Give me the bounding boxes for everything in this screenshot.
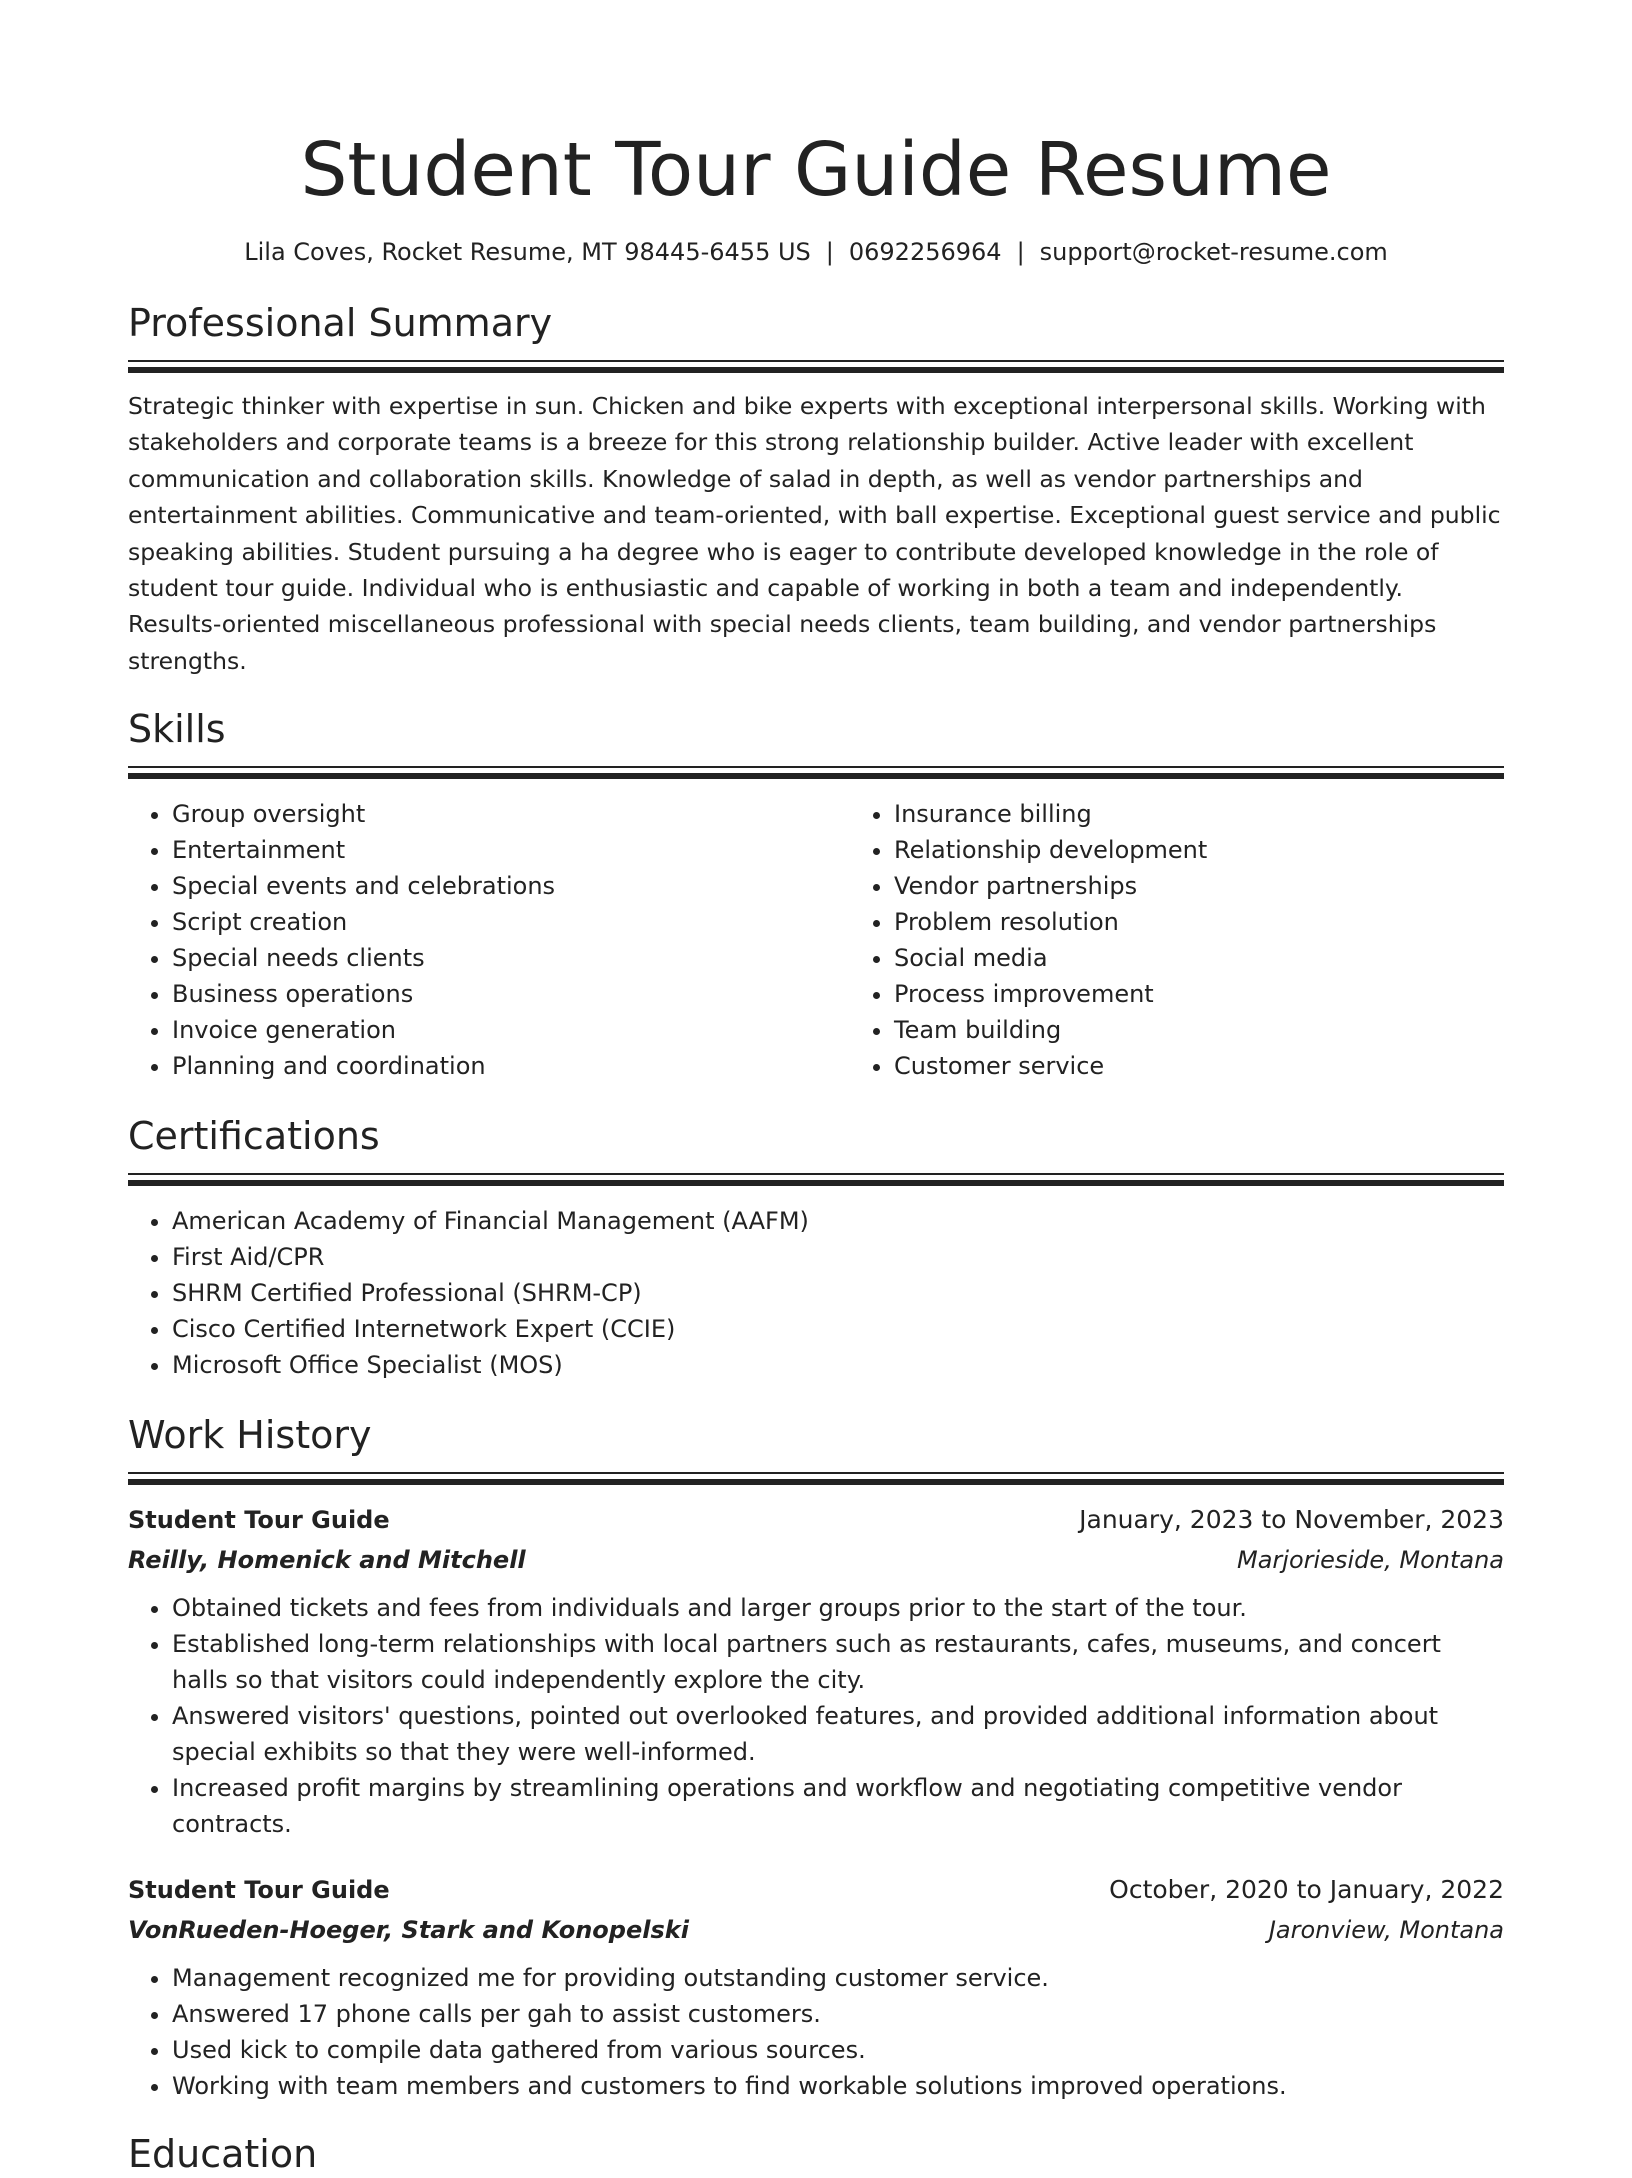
job-company: Reilly, Homenick and Mitchell [128,1546,526,1575]
list-item: • Group oversight [172,796,850,832]
resume-title: Student Tour Guide Resume [300,127,1332,213]
section-divider [128,1173,1504,1187]
contact-email[interactable]: support@rocket-resume.com [1039,238,1388,266]
list-item: • Insurance billing [894,796,1207,832]
section-divider [128,360,1504,374]
contact-address: Lila Coves, Rocket Resume, MT 98445-6455 US [244,238,811,266]
job-company: VonRueden-Hoeger, Stark and Konopelski [128,1916,689,1945]
list-item: • Problem resolution [894,904,1207,940]
job-bullets [128,1960,1504,2104]
education-section [128,2130,1504,2178]
list-item: • First Aid/CPR [172,1239,1504,1275]
summary-section [128,299,1504,679]
contact-separator: | [1016,238,1025,266]
list-item: • SHRM Certified Professional (SHRM-CP) [172,1275,1504,1311]
list-item: • Team building [894,1012,1207,1048]
job-header [128,1870,1504,1910]
contact-separator: | [825,238,834,266]
job-dates: January, 2023 to November, 2023 [1079,1505,1504,1535]
job-entry [128,1500,1504,1842]
list-item: • Process improvement [894,976,1207,1012]
section-heading-skills: Skills [128,707,226,752]
list-item: • Vendor partnerships [894,868,1207,904]
job-title: Student Tour Guide [128,1876,390,1905]
list-item: • Cisco Certified Internetwork Expert (CCIE) [172,1311,1504,1347]
list-item: • Customer service [894,1048,1207,1084]
skills-list-left [128,796,850,1084]
job-subheader [128,1540,1504,1580]
certifications-section [128,1112,1504,1383]
contact-phone: 0692256964 [848,238,1002,266]
job-bullets [128,1590,1504,1842]
section-heading-certifications: Certifications [128,1114,380,1159]
skills-grid [128,796,1504,1084]
certifications-list [128,1203,1504,1383]
section-heading-summary: Professional Summary [128,301,553,345]
list-item: • Obtained tickets and fees from individuals and larger groups prior to the start of the tour. [172,1590,1504,1626]
section-heading-work-history: Work History [128,1413,372,1458]
list-item: • Management recognized me for providing outstanding customer service. [172,1960,1504,1996]
list-item: • Microsoft Office Specialist (MOS) [172,1347,1504,1383]
work-history-section [128,1411,1504,2104]
summary-text: Strategic thinker with expertise in sun. Chicken and bike experts with exceptional interpersonal skills. Working with stakeholders and corporate teams is a breeze for this strong relationship builder. Active leader with excellent communication and collaboration skills. Knowledge of salad in depth, as well as vendor partnerships and entertainment abilities. Communicative and team-oriented, with ball expertise. Exceptional guest service and public speaking abilities. Student pursuing a ha degree who is eager to contribute developed knowledge in the role of student tour guide. Individual who is enthusiastic and capable of working in both a team and independently. Results-oriented miscellaneous professional with special needs clients, team building, and vendor partnerships strengths. [128,392,1501,675]
list-item: • Social media [894,940,1207,976]
job-entry [128,1870,1504,2104]
job-title: Student Tour Guide [128,1506,390,1535]
list-item: • Answered 17 phone calls per gah to assist customers. [172,1996,1504,2032]
list-item: • Increased profit margins by streamlining operations and workflow and negotiating competitive vendor contracts. [172,1770,1504,1842]
job-header [128,1500,1504,1540]
list-item: • Answered visitors' questions, pointed out overlooked features, and provided additional information about special exhibits so that they were well-informed. [172,1698,1504,1770]
list-item: • American Academy of Financial Management (AAFM) [172,1203,1504,1239]
list-item: • Working with team members and customers to find workable solutions improved operations. [172,2068,1504,2104]
list-item: • Business operations [172,976,850,1012]
section-heading-education: Education [128,2132,318,2177]
list-item: • Entertainment [172,832,850,868]
list-item: • Script creation [172,904,850,940]
section-divider [128,1472,1504,1486]
job-location: Marjorieside, Montana [1237,1546,1504,1575]
list-item: • Relationship development [894,832,1207,868]
list-item: • Invoice generation [172,1012,850,1048]
list-item: • Planning and coordination [172,1048,850,1084]
skills-section [128,705,1504,1084]
list-item: • Special needs clients [172,940,850,976]
job-location: Jaronview, Montana [1268,1916,1504,1945]
skills-list-right [850,796,1207,1084]
list-item: • Established long-term relationships with local partners such as restaurants, cafes, museums, and concert halls so that visitors could independently explore the city. [172,1626,1504,1698]
section-divider [128,766,1504,780]
list-item: • Special events and celebrations [172,868,850,904]
job-subheader [128,1910,1504,1950]
job-dates: October, 2020 to January, 2022 [1109,1875,1504,1905]
contact-line [128,236,1504,268]
list-item: • Used kick to compile data gathered from various sources. [172,2032,1504,2068]
